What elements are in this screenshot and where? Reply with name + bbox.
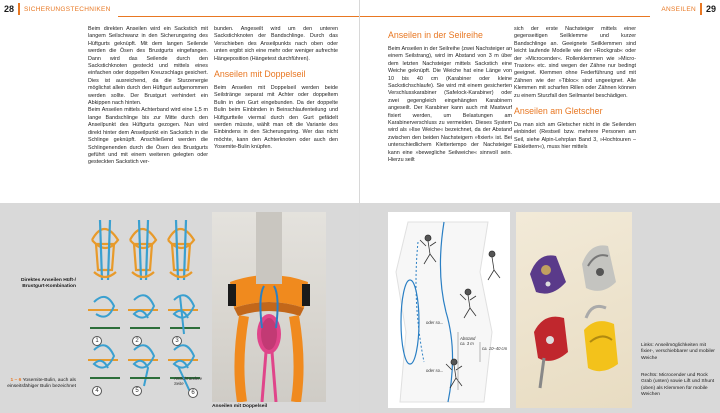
caption-text: Anseilen mit Doppelseil [212,404,268,409]
caption-text: Links: Anseilmöglichkeiten mit fixier-, verschiebbarer und mobiler Weiche [641,343,715,361]
knot-step-2 [128,295,160,328]
caption-links [641,343,717,362]
climber-figure-4 [488,251,500,280]
knot-step-1 [88,297,120,328]
step-marker-2: 2 [132,336,142,346]
diagram-label-or-so-1: oder so... [426,320,444,325]
caption-text: Yosemite-Bulin, auch als einseitsfähiger Bulin bezeichnet [7,378,76,390]
harness-illustration-3 [168,220,194,280]
left-header [0,0,115,18]
step-marker-6: 6 [188,388,198,398]
right-header [657,0,720,18]
left-column-2 [214,26,338,152]
diagram-label-distance: Abstand ca. 3 m [460,336,476,346]
double-rope-photo-svg [212,212,326,402]
rope-team-svg [388,212,510,408]
diagram-label-or-so-2: oder so... [426,368,444,373]
paragraph: Beim Anseilen mit Doppelseil werden beide Seilstränge separat mit Achter oder doppeltem Bulin in den Gurt eingebunden. Da der doppelte Bulin beim Einbinden in Beinschlaufenteilung und Hüftgurtteile viermal durch den Gurt gefädelt werden müsste, wählt man oft die Variante des Einbindens in den Sicherungsring. Wer das nicht möchte, kann den Achterknoten oder auch den Yosemite-Bulin knüpfen. [214,85,338,151]
clamp-purple [530,255,566,293]
section-title-left: SICHERUNGSTECHNIKEN [24,5,111,13]
heading-doppelseil: Anseilen mit Doppelseil [214,69,306,80]
caption-double-rope [212,404,332,410]
page-number-left: 28 [4,4,15,14]
step-marker-3: 3 [172,336,182,346]
view-other-side-label: Ansicht andere Seite [174,376,202,386]
caption-text: Rechts: Microcender und Rock Grab (unten) sowie Lift und Shunt (oben) als Klemmen für mobile Weichen [641,373,715,398]
paragraph: bunden. Angeseilt wird um den unteren Sackstichknoten der Bandschlinge. Durch das Verschieben des Anseilpunkts nach oben oder unten ergibt sich eine mehr oder weniger aufrechte Hängeposition (Hängetest durchführen). [214,26,338,62]
paragraph: Beim direkten Anseilen wird ein Sackstich mit langem Seilschwanz in den Sicherungsring des Hüftgurts geknüpft. Mit dem langen Seilende werden die Ösen des Brustgurts eingefangen. Dann wird das Seilende durch den Sackstichknoten gesteckt und mittels eines einfachen oder doppelten Kreuzschlags gesichert. Dies ist ausreichend, da die Sturzenergie möglichst allein durch den Hüftgurt aufgenommen werden sollte. Der Brustgurt verhindert ein Abkippen nach hinten. [88,26,208,107]
paragraph: sich der erste Nachsteiger mittels einer gegenseitigen Seilklemme und kurzer Bandschlinge an. Geeignete Seilklemmen sind leicht laufende Modelle wie der »Rockgrab« oder der »Microcender«. Rollenklemmen wie »Micro-Traxion« etc. sind wegen der Zähne nur bedingt geeignet. Klemmen ohne Federführung und mit Zähnen wie der »Tibloc« sind ungeeignet. Alle Klemmen mit scharfen Rillen oder Zähnen können zu einem Sturzfall den Seilmantel beschädigen. [514,26,636,99]
caption-direct-tie-in [4,278,76,291]
paragraph: Da man sich am Gletscher nicht in die Seilenden einbindet (Restseil bzw. mehrere Personen am Seil, siehe Alpin-Lehrplan Band 3, »Hochtouren – Eisklettern«), muss hier mittels [514,122,636,151]
paragraph: Beim Anseilen mittels Achterband wird eine 1,5 m lange Bandschlinge bis zur Mitte durch den Anseilpunkt des Hüftgurts gezogen. Nun wird direkt hinter dem Anseilpunkt ein Sackstich in die Schlinge geknüpft. Anschließend werden die Schlingenenden durch die Ösen des Brustgurts geführt und mit einem weiteren gelegten oder gesteckten Sackstich ver- [88,107,208,166]
double-rope-photo [212,212,326,402]
knot-illustrations [84,210,204,406]
header-rule-left [118,16,360,17]
diagram-label-length: ca. 10–40 cm [482,346,508,351]
rope-team-diagram [388,212,510,408]
rope-clamps-photo [516,212,632,408]
header-rule-right [360,16,650,17]
harness-illustration-1 [92,220,118,280]
left-column-1 [88,26,208,167]
rope-clamps-svg [516,212,632,408]
clamp-red [534,317,568,388]
caption-number: 1 – 6 [10,378,22,383]
caption-rechts [641,373,717,399]
step-marker-4: 4 [92,386,102,396]
knot-step-3 [168,295,200,334]
knot-step-4 [88,345,120,378]
section-title-right: ANSEILEN [661,5,696,13]
right-page [360,0,720,413]
caption-yosemite [4,378,76,391]
clamp-yellow [584,306,618,371]
step-marker-5: 5 [132,386,142,396]
harness-illustration-2 [130,220,156,280]
heading-seilreihe: Anseilen in der Seilreihe [388,30,483,40]
right-column-1 [388,26,512,165]
step-marker-1: 1 [92,336,102,346]
heading-gletscher: Anseilen am Gletscher [514,106,603,117]
clamp-silver-top [582,245,616,291]
page-number-right: 29 [705,4,716,14]
caption-text: Direktes Anseilen Hüft-/ Brustgurt-Kombination [21,278,76,290]
right-column-2 [514,26,636,152]
paragraph: Beim Anseilen in der Seilreihe (zwei Nachsteiger an einem Seilstrang), wird im Abstand von 3 m über dem letzten Nachsteiger mittels Sackstich eine Weiche geknüpft. Die Weiche hat eine Länge von 10 bis 40 cm (Karabiner oder kleine Sackstichschlaufe). Sie wird mit einem gesicherten Verschlusskarabiner (Safelock-Karabiner) oder zwei gegengleich eingehängten Karabinern angeseilt. Der Karabiner kann auch mit Mastwurf fixiert werden, um Belastungen am Karabinerverschluss zu vermeiden. Dieses System wird als »Ilse Weiche« bezeichnet, da der Abstand zwischen den beiden Nachsteigern »fixiert« ist. Bei unterschiedlichem Klettertempo der Nachsteiger kann eine »bewegliche Seilweiche« sinnvoll sein. Hierzu seilt [388,46,512,164]
knot-step-5 [128,345,160,386]
